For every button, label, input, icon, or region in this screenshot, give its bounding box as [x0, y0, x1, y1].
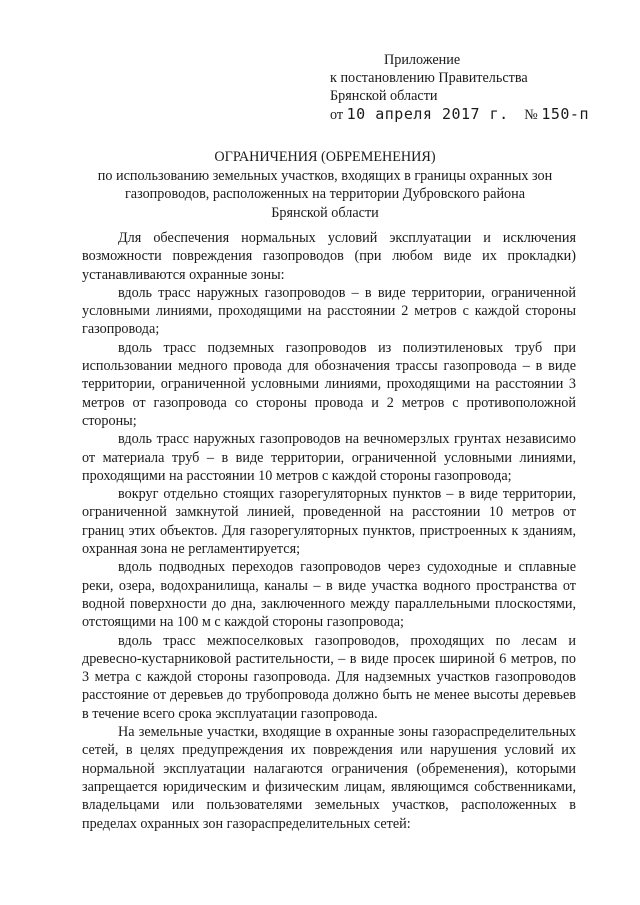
title-line-1: по использованию земельных участков, входящих в границы охранных зон — [97, 167, 553, 184]
title-line-3: Брянской области — [271, 204, 379, 221]
paragraph: вдоль трасс подземных газопроводов из полиэтиленовых труб при использовании медного провода для обозначения трассы газопровода – в виде территории, ограниченной условными линиями, проходящими на расстоянии 3 метров от газопровода со стороны провода и 2 метров с противоположной стороны; — [82, 339, 576, 429]
paragraph: Для обеспечения нормальных условий эксплуатации и исключения возможности повреждения газопроводов (при любом виде их прокладки) устанавливаются охранные зоны: — [82, 230, 576, 283]
paragraph: вдоль трасс наружных газопроводов на вечномерзлых грунтах независимо от материала труб – в виде территории, ограниченной условными линиями, проходящими на расстоянии 10 метров с каждой стороны газопровода; — [82, 431, 576, 484]
document-body — [82, 229, 576, 833]
appendix-resolution: к постановлению Правительства — [330, 70, 528, 86]
title-line-2: газопроводов, расположенных на территории Дубровского района — [124, 186, 526, 202]
paragraph: вдоль трасс наружных газопроводов – в виде территории, ограниченной условными линиями, проходящими на расстоянии 2 метров с каждой стороны газопровода; — [82, 284, 576, 338]
number-sign: № — [524, 107, 538, 123]
appendix-label: Приложение — [384, 52, 461, 68]
paragraph: вдоль трасс межпоселковых газопроводов, проходящих по лесам и древесно-кустарниковой растительности, – в виде просек шириной 6 метров, по 3 метра с каждой стороны газопровода. Для надземных участков газопроводов расстояние от деревьев до трубопровода должно быть не менее высоты деревьев в течение всего срока эксплуатации газопровода. — [82, 632, 576, 722]
paragraph: вокруг отдельно стоящих газорегуляторных пунктов – в виде территории, ограниченной замкнутой линией, проведенной на расстоянии 10 метров от границ этих объектов. Для газорегуляторных пунктов, пристроенных к зданиям, охранная зона не регламентируется; — [82, 486, 576, 558]
date-prefix: от — [330, 107, 344, 123]
date-value: 10 апреля 2017 г. — [346, 105, 509, 123]
appendix-date-line — [330, 105, 620, 124]
appendix-header — [330, 51, 620, 124]
appendix-region: Брянской области — [330, 88, 438, 104]
title-heading: ОГРАНИЧЕНИЯ (ОБРЕМЕНЕНИЯ) — [214, 149, 436, 165]
paragraph: вдоль подводных переходов газопроводов через судоходные и сплавные реки, озера, водохранилища, каналы – в виде участка водного пространства от водной поверхности до дна, заключенного между параллельными плоскостями, отстоящими на 100 м с каждой стороны газопровода; — [82, 559, 576, 631]
paragraph: На земельные участки, входящие в охранные зоны газораспределительных сетей, в целях предупреждения их повреждения или нарушения условий их нормальной эксплуатации налагаются ограничения (обременения), которыми запрещается юридическим и физическим лицам, являющимся собственниками, владельцами или пользователями земельных участков, расположенных в пределах охранных зон газораспределительных сетей: — [82, 724, 576, 832]
document-title — [62, 148, 588, 222]
number-value: 150-п — [541, 105, 589, 123]
